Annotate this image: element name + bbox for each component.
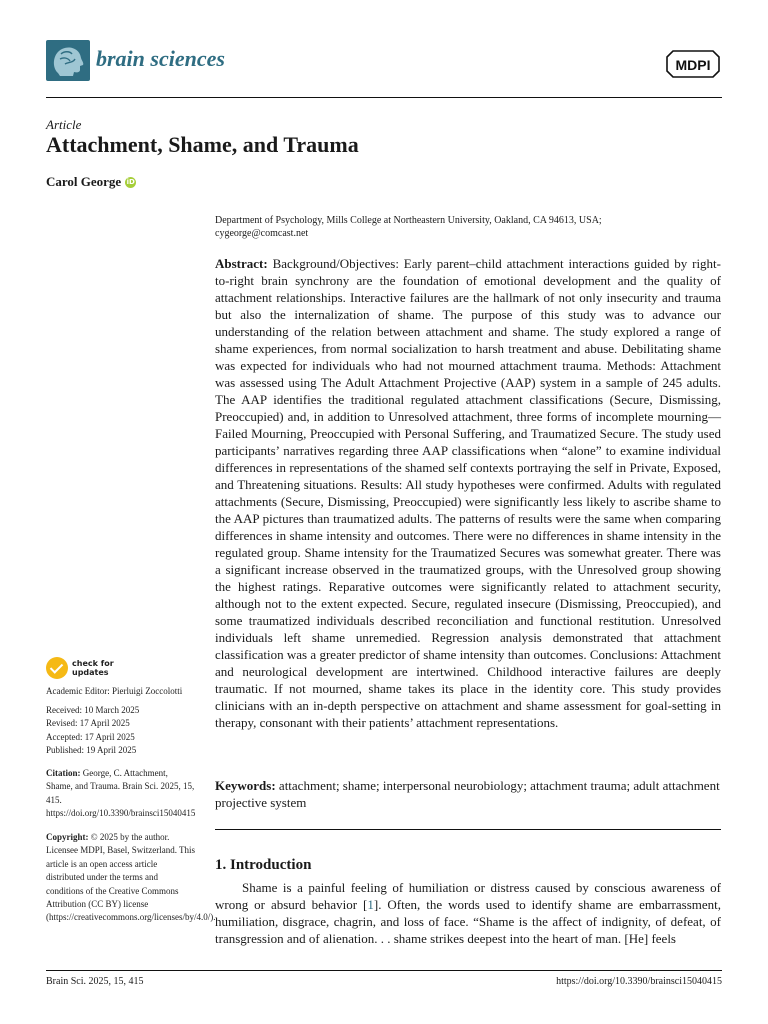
author-name: Carol George: [46, 174, 122, 189]
journal-logo: [46, 40, 90, 81]
affiliation-email[interactable]: cygeorge@comcast.net: [215, 228, 309, 239]
citation-text: George, C. Attachment, Shame, and Trauma. Brain Sci. 2025, 15, 415. https://doi.org/10.3390/brainsci15040415: [46, 768, 196, 819]
check-for-updates-badge[interactable]: [46, 654, 126, 682]
intro-heading: 1. Introduction: [215, 857, 312, 873]
intro-body: [215, 879, 721, 947]
citation-block: [46, 767, 196, 821]
abstract-text: Background/Objectives: Early parent–child attachment interactions guided by right-to-right brain synchrony are the foundation of emotional development and the quality of attachment relationships. Interactive failures are the hallmark of not only insecurity and trauma but also the internalization of shame. The purpose of this study was to advance our understanding of the relation between attachment and shame. The study explored a range of shame experiences, from normal socialization to harsh treatment and abuse. Debilitating shame was expected for individuals who had not mourned attachment trauma. Methods: Attachment was assessed using The Adult Attachment Projective (AAP) system in a sample of 245 adults. The AAP identifies the traditional regulated attachment classifications (Secure, Dismissing, Preoccupied) and, in addition to Unresolved attachment, three forms of incomplete mourning—Failed Mourning, Preoccupied with Personal Suffering, and Traumatized Secure. The study used participants’ narratives regarding three AAP classifications when “alone” to examine individual differences in representations of the shamed self contexts portraying the self in Private, Exposed, and Threatening situations. Results: All study hypotheses were confirmed. Adults with regulated attachments (Secure, Dismissing, Preoccupied) were significantly less likely to ascribe shame to the AAP pictures than traumatized adults. The patterns of results were the same when comparing differences in shame intensity and outcomes. There were no differences in shame intensity in the regulated group. Shame intensity for the Traumatized Secures was somewhat greater. There was a significant increase observed in the traumatized groups, with the Unresolved group showing the highest ratings. Reparative outcomes were significantly related to attachment security, although not to the extent expected. Secure, regulated insecure (Dismissing, Preoccupied), and some traumatized individuals described reconciliation and functional restitution. Unresolved individuals left shame unremedied. Regression analysis demonstrated that attachment classification was a greater predictor of shame intensity than outcomes. Conclusions: Attachment and neurological development are intertwined. Childhood interactive failures are deeply traumatic. If not mourned, shame takes its place in the identity core. This study provides clinicians with an in-depth perspective on attachment and shame assessment for goal-setting in therapy, consonant with their patients’ attachment representations.: [215, 256, 721, 730]
academic-editor: Academic Editor: Pierluigi Zoccolotti: [46, 686, 183, 696]
keywords-label: Keywords:: [215, 778, 276, 793]
citation-link[interactable]: 1: [367, 897, 374, 912]
intro-text-before: Shame is a painful feeling of humiliation or distress caused by conscious awareness of wrong or absurd behavior [: [215, 880, 721, 912]
author: [46, 174, 136, 190]
intro-paragraph: [215, 879, 721, 947]
orcid-icon[interactable]: iD: [126, 177, 135, 186]
accepted-date: Accepted: 17 April 2025: [46, 731, 135, 742]
brain-head-icon: [46, 40, 90, 81]
check-updates-line1: check for: [72, 659, 114, 668]
copyright-block: [46, 831, 216, 925]
copyright-text: © 2025 by the author. Licensee MDPI, Basel, Switzerland. This article is an open access article distributed under the terms and conditions of the Creative Commons Attribution (CC BY) license (https://creativecommons.org/licenses/by/4.0/).: [46, 832, 216, 923]
abstract-label: Abstract:: [215, 256, 268, 271]
affiliation: [215, 214, 725, 240]
check-updates-text: [72, 659, 114, 677]
revised-date: Revised: 17 April 2025: [46, 718, 130, 729]
abstract: [215, 255, 721, 731]
article-type: Article: [46, 117, 82, 132]
checkmark-icon: [46, 657, 68, 679]
footer-doi[interactable]: https://doi.org/10.3390/brainsci15040415: [556, 976, 722, 987]
intro-text-after: ]. Often, the words used to identify shame are embarrassment, humiliation, disgrace, chagrin, and loss of face. “Shame is the affect of indignity, of defeat, of transgression and of alienation. . . shame strikes deepest into the heart of man. [He] feels: [215, 897, 722, 946]
published-date: Published: 19 April 2025: [46, 745, 137, 756]
received-date: Received: 10 March 2025: [46, 705, 140, 715]
section-divider: [215, 829, 721, 830]
keywords-text: attachment; shame; interpersonal neurobiology; attachment trauma; adult attachment projective system: [215, 778, 720, 810]
keywords: [215, 777, 721, 811]
dates: [46, 704, 196, 758]
publisher-logo: [665, 47, 721, 79]
article-title: Attachment, Shame, and Trauma: [46, 132, 359, 157]
header-divider: [46, 97, 722, 98]
publisher-name: MDPI: [675, 57, 711, 73]
footer-divider: [46, 970, 722, 971]
affiliation-address: Department of Psychology, Mills College at Northeastern University, Oakland, CA 94613, USA;: [215, 215, 602, 226]
check-updates-line2: updates: [72, 668, 109, 677]
copyright-label: Copyright:: [46, 832, 89, 842]
journal-name: brain sciences: [96, 46, 225, 71]
citation-label: Citation:: [46, 768, 81, 778]
footer-journal-ref: Brain Sci. 2025, 15, 415: [46, 976, 144, 987]
